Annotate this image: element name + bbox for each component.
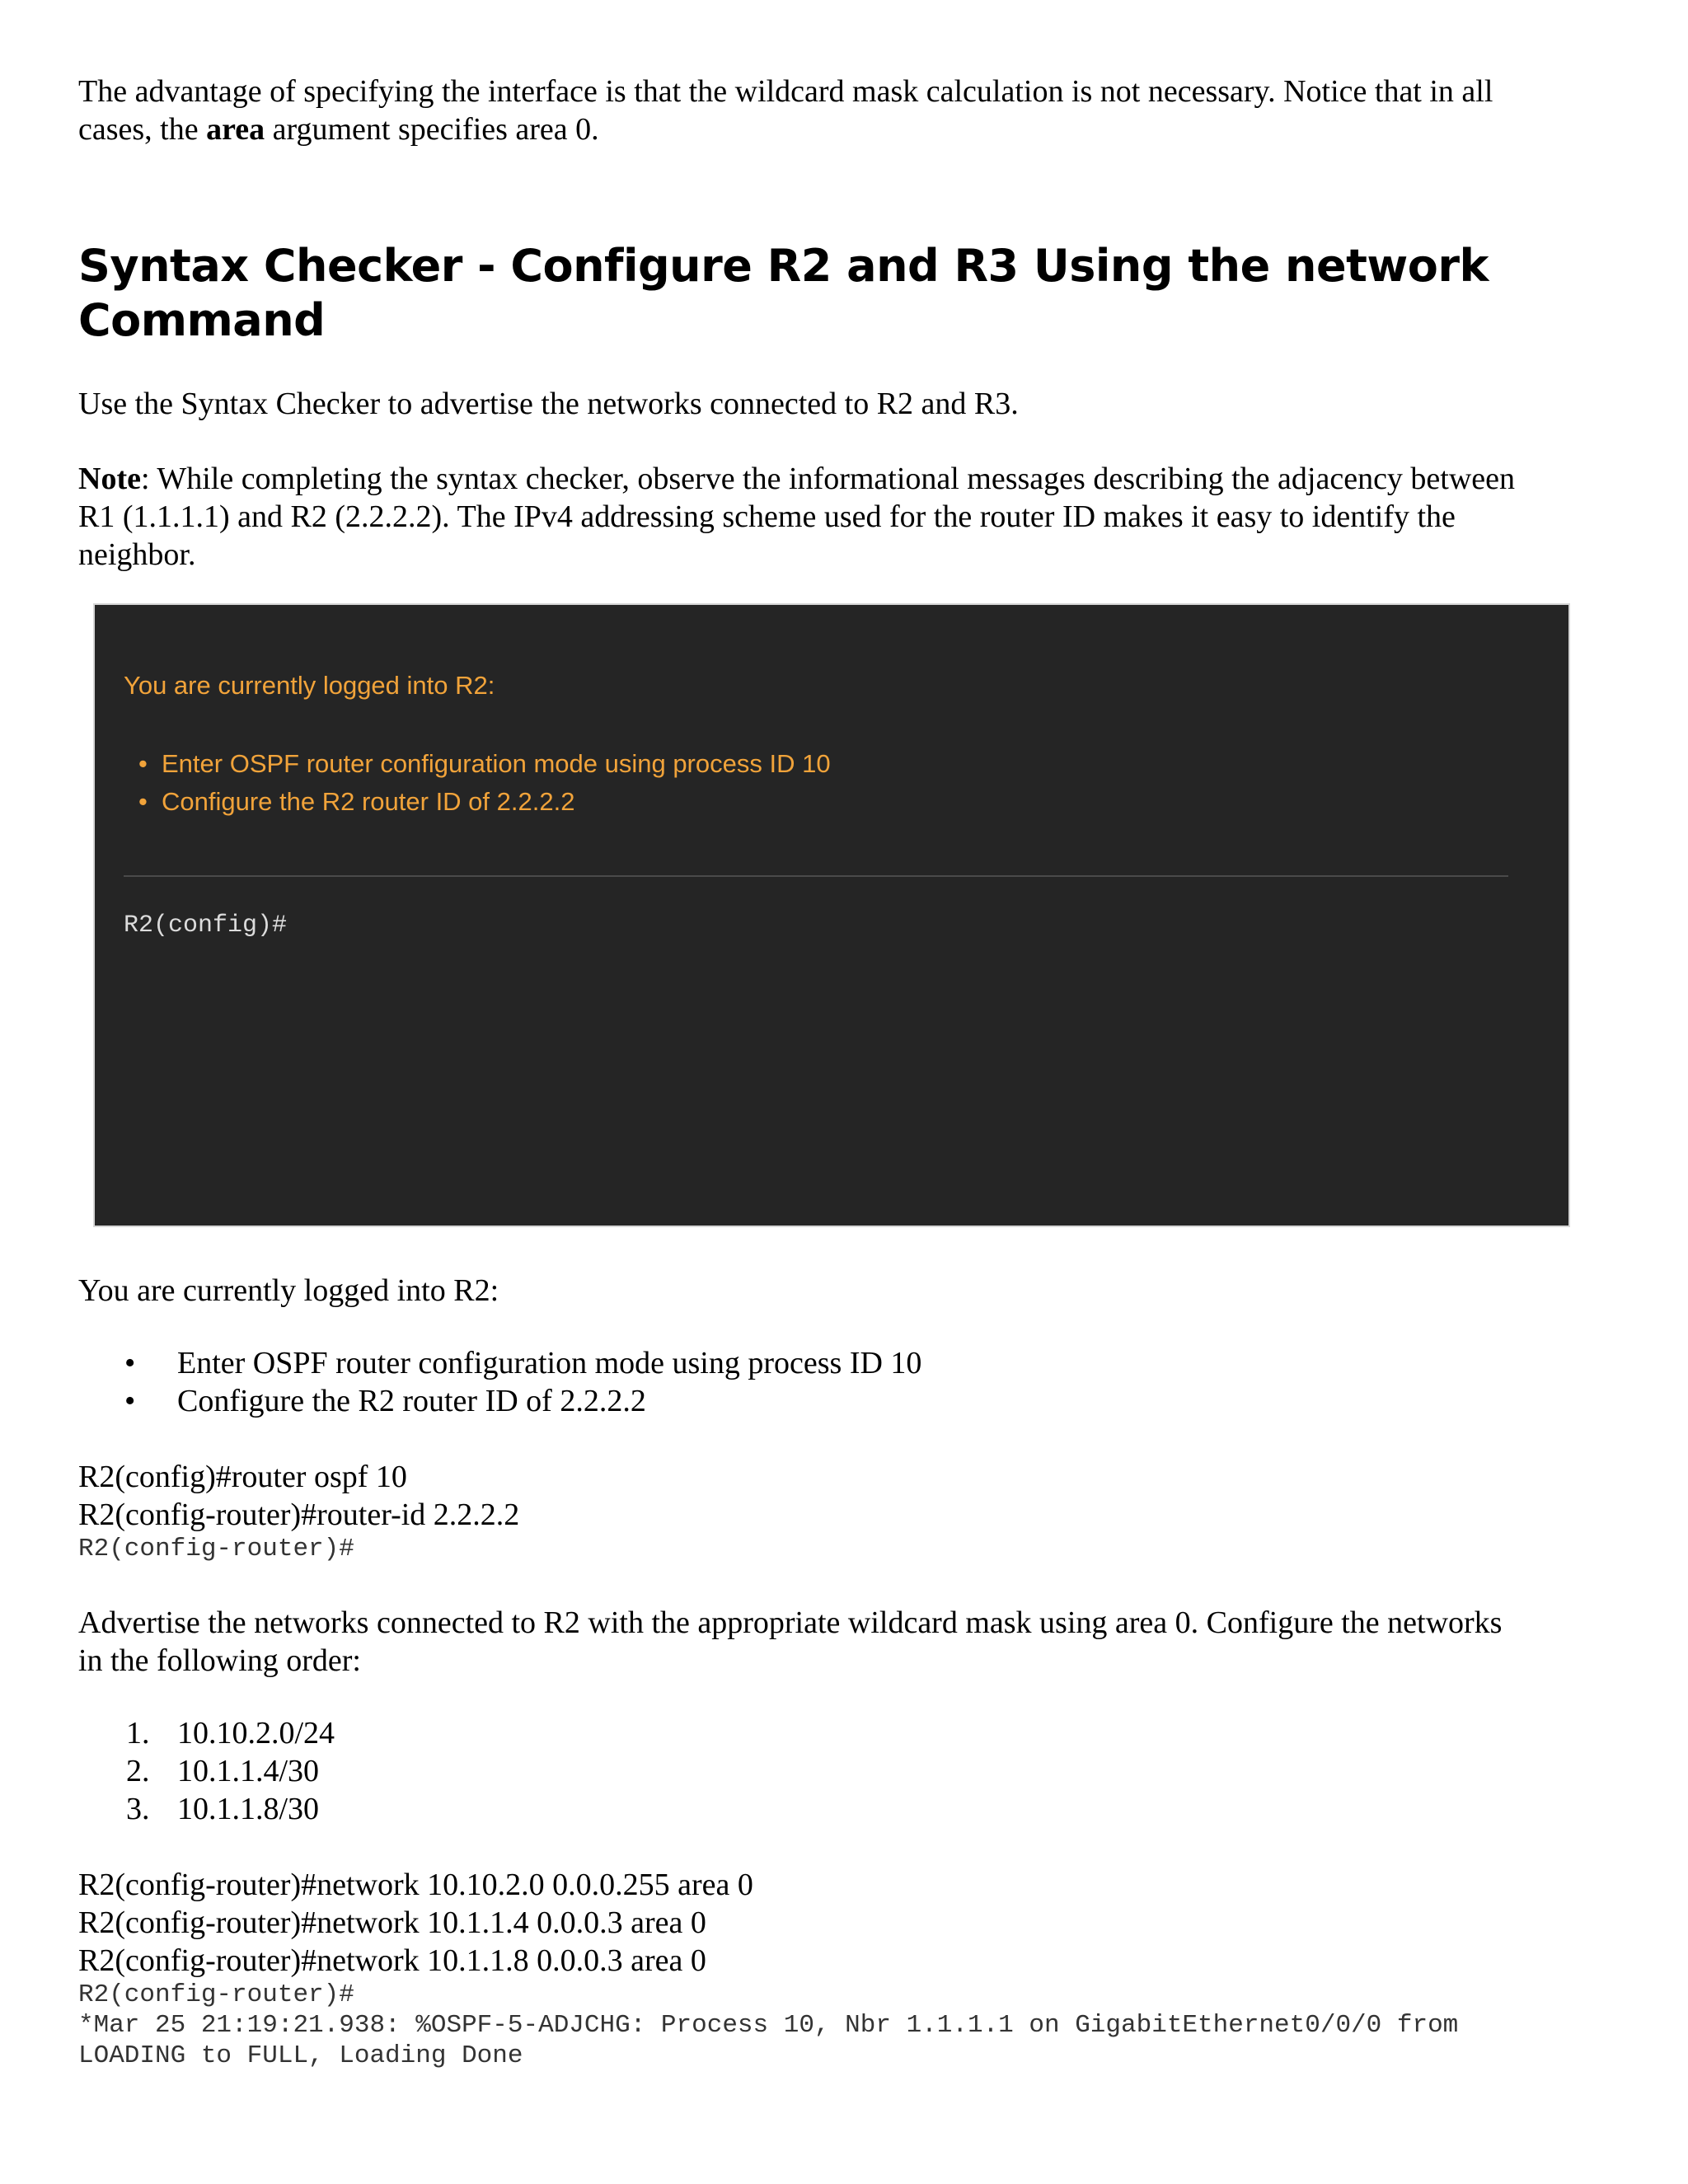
network-item bbox=[78, 1752, 1628, 1790]
document-body bbox=[78, 73, 1628, 574]
ospf-log-line: LOADING to FULL, Loading Done bbox=[78, 2041, 523, 2070]
checker-command-prompt[interactable]: R2(config)# bbox=[124, 912, 288, 940]
intro-keyword-area: area bbox=[206, 112, 265, 147]
network-number: 1. bbox=[126, 1716, 150, 1750]
command-line: R2(config-router)#network 10.10.2.0 0.0.0.255 area 0 bbox=[78, 1868, 753, 1902]
note-line-3: neighbor. bbox=[78, 537, 196, 572]
network-item bbox=[78, 1790, 1628, 1828]
router-prompt: R2(config-router)# bbox=[78, 1535, 354, 1563]
command-line: R2(config-router)#router-id 2.2.2.2 bbox=[78, 1497, 520, 1532]
checker-divider bbox=[124, 875, 1508, 877]
command-line: R2(config-router)#network 10.1.1.8 0.0.0.3 area 0 bbox=[78, 1943, 706, 1978]
network-value: 10.10.2.0/24 bbox=[177, 1716, 335, 1750]
instruction-bullet: • Enter OSPF router configuration mode using process ID 10 bbox=[78, 1344, 1628, 1382]
note-line-2: R1 (1.1.1.1) and R2 (2.2.2.2). The IPv4 addressing scheme used for the router ID makes it easy to identify the bbox=[78, 499, 1456, 534]
router-prompt: R2(config-router)# bbox=[78, 1980, 354, 2009]
checker-instruction-item: • Enter OSPF router configuration mode using process ID 10 bbox=[124, 745, 831, 783]
network-number: 3. bbox=[126, 1792, 150, 1826]
command-block-2 bbox=[78, 1866, 1628, 2071]
note-paragraph bbox=[78, 460, 1628, 574]
intro-line-2-pre: cases, the bbox=[78, 112, 207, 147]
checker-instruction-list bbox=[124, 745, 831, 821]
intro-paragraph bbox=[78, 73, 1628, 148]
advertise-paragraph bbox=[78, 1604, 1628, 1680]
syntax-checker-terminal[interactable] bbox=[93, 603, 1570, 1227]
intro-line-1: The advantage of specifying the interface is that the wildcard mask calculation is not necessary. Notice that in all bbox=[78, 74, 1493, 109]
network-value: 10.1.1.4/30 bbox=[177, 1754, 320, 1788]
checker-title: You are currently logged into R2: bbox=[124, 671, 495, 700]
section-heading: Syntax Checker - Configure R2 and R3 Using the network Command bbox=[78, 240, 1489, 346]
ospf-log-line: *Mar 25 21:19:21.938: %OSPF-5-ADJCHG: Process 10, Nbr 1.1.1.1 on GigabitEthernet0/0/0 from bbox=[78, 2011, 1459, 2040]
command-line: R2(config)#router ospf 10 bbox=[78, 1460, 407, 1494]
note-line-1: : While completing the syntax checker, observe the informational messages describing the adjacency between bbox=[140, 462, 1516, 496]
use-paragraph: Use the Syntax Checker to advertise the networks connected to R2 and R3. bbox=[78, 387, 1019, 421]
command-line: R2(config-router)#network 10.1.1.4 0.0.0.3 area 0 bbox=[78, 1905, 706, 1940]
instruction-bullets bbox=[78, 1344, 1628, 1420]
intro-line-2-post: argument specifies area 0. bbox=[265, 112, 599, 147]
instruction-bullet: • Configure the R2 router ID of 2.2.2.2 bbox=[78, 1382, 1628, 1420]
network-number: 2. bbox=[126, 1754, 150, 1788]
advertise-line-2: in the following order: bbox=[78, 1643, 361, 1678]
note-label: Note bbox=[78, 462, 141, 496]
lower-content bbox=[78, 1272, 1628, 2071]
network-item bbox=[78, 1714, 1628, 1752]
command-block-1 bbox=[78, 1458, 1628, 1564]
logged-in-text: You are currently logged into R2: bbox=[78, 1273, 499, 1308]
network-list bbox=[78, 1714, 1628, 1828]
checker-instruction-item: • Configure the R2 router ID of 2.2.2.2 bbox=[124, 783, 831, 821]
network-value: 10.1.1.8/30 bbox=[177, 1792, 320, 1826]
advertise-line-1: Advertise the networks connected to R2 with the appropriate wildcard mask using area 0. Configure the networks bbox=[78, 1605, 1503, 1640]
